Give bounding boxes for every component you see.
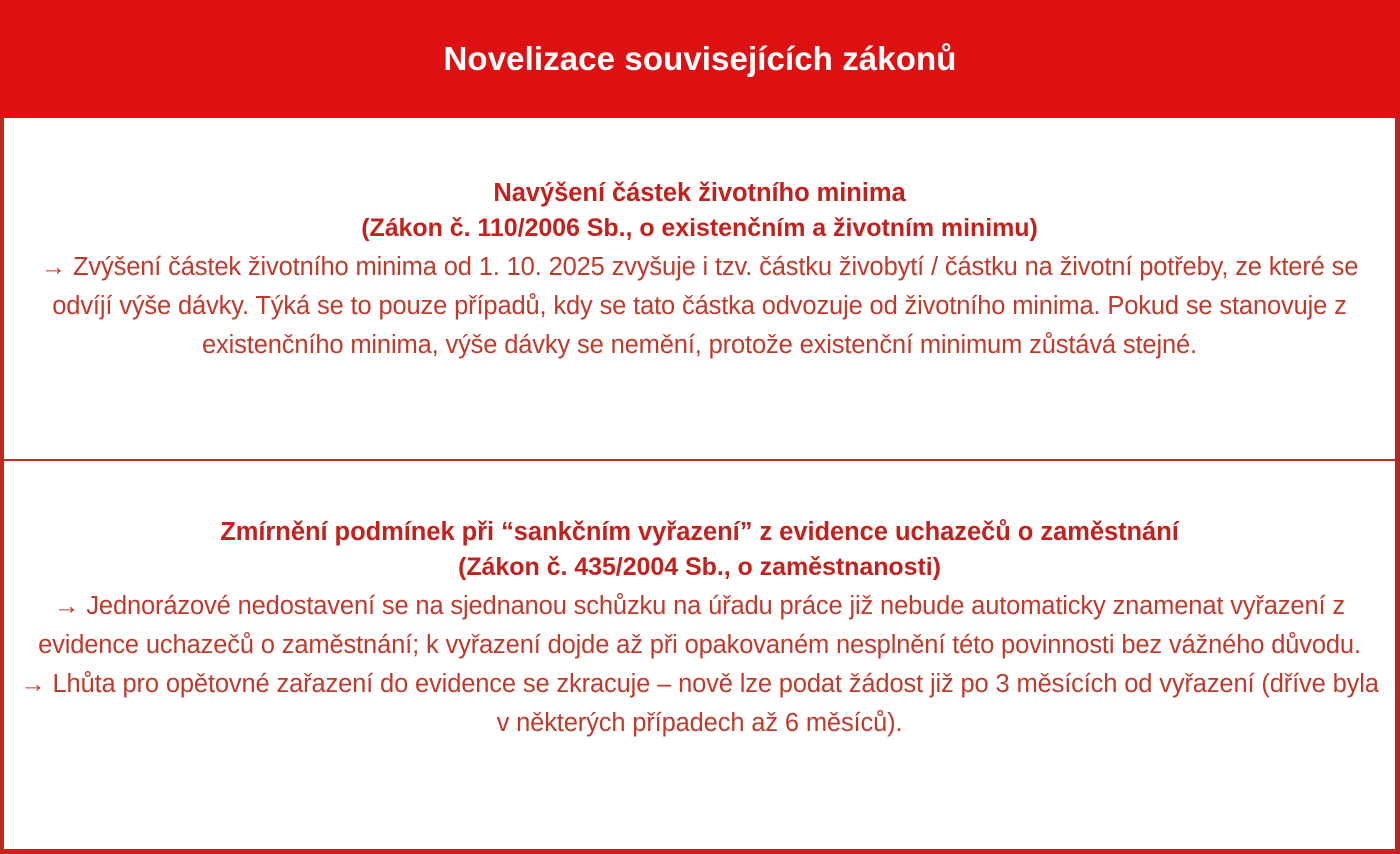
- section-zivotni-minimum: [4, 118, 1395, 459]
- section-one-heading: Navýšení částek životního minima: [493, 179, 906, 207]
- slide-title: Novelizace souvisejících zákonů: [443, 39, 957, 77]
- section-two-paragraph-1: → Jednorázové nedostavení se na sjednanou schůzku na úřadu práce již nebude automaticky znamenat vyřazení z evidence uchazečů o zaměstnání; k vyřazení dojde až při opakovaném nesplnění této povinnosti bez vážného důvodu.: [38, 591, 1361, 659]
- section-one-subheading: (Zákon č. 110/2006 Sb., o existenčním a životním minimu): [361, 214, 1038, 243]
- section-two-paragraph-2: → Lhůta pro opětovné zařazení do evidence se zkracuje – nově lze podat žádost již po 3 měsících od vyřazení (dříve byla v některých případech až 6 měsíců).: [20, 669, 1379, 737]
- section-sankcni-vyrazeni: [4, 459, 1395, 849]
- section-one-paragraph-1: → Zvýšení částek životního minima od 1. 10. 2025 zvyšuje i tzv. částku živobytí / částku na životní potřeby, ze které se odvíjí výše dávky. Týká se to pouze případů, kdy se tato částka odvozuje od životního minima. Pokud se stanovuje z existenčního minima, výše dávky se nemění, protože existenční minimum zůstává stejné.: [40, 252, 1359, 359]
- slide-header-band: [0, 0, 1400, 118]
- section-two-subheading: (Zákon č. 435/2004 Sb., o zaměstnanosti): [458, 553, 941, 582]
- section-two-heading: Zmírnění podmínek při “sankčním vyřazení” z evidence uchazečů o zaměstnání: [220, 518, 1179, 546]
- slide-body-frame: [0, 118, 1400, 854]
